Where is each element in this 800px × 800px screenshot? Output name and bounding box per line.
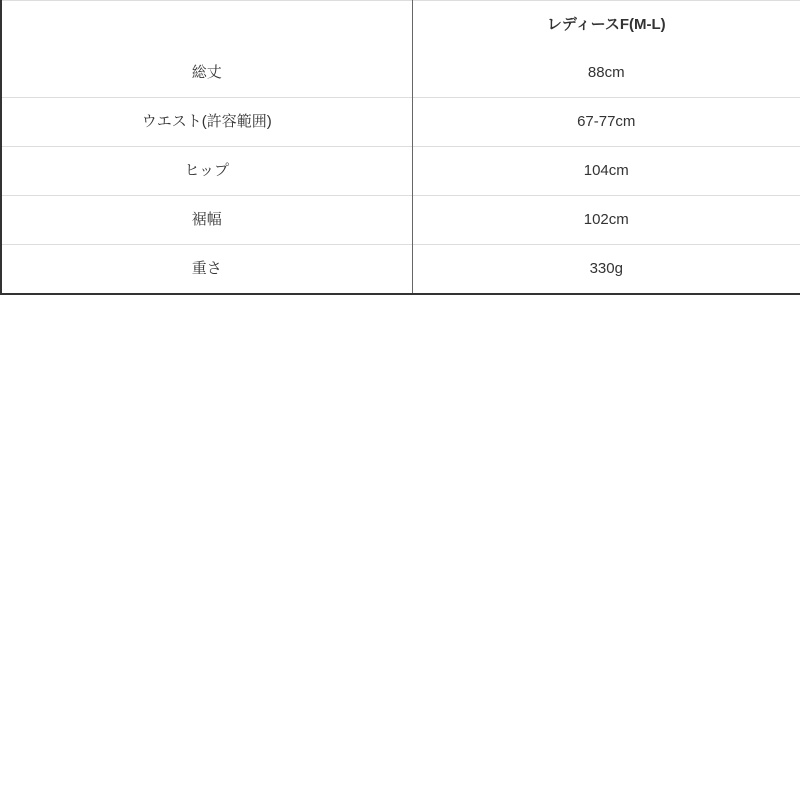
header-cell-empty [1, 1, 412, 50]
table-row [1, 245, 800, 295]
label-cell-hip: ヒップ [1, 147, 412, 196]
table-row [1, 196, 800, 245]
value-cell-hem-width: 102cm [412, 196, 800, 245]
table-row [1, 98, 800, 147]
table-row [1, 147, 800, 196]
table-row [1, 49, 800, 98]
label-cell-hem-width: 裾幅 [1, 196, 412, 245]
header-row [1, 1, 800, 50]
label-cell-total-length: 総丈 [1, 49, 412, 98]
value-cell-waist: 67-77cm [412, 98, 800, 147]
header-cell-size: レディースF(M-L) [412, 1, 800, 50]
value-cell-hip: 104cm [412, 147, 800, 196]
value-cell-weight: 330g [412, 245, 800, 295]
label-cell-waist: ウエスト(許容範囲) [1, 98, 412, 147]
label-cell-weight: 重さ [1, 245, 412, 295]
size-chart-table [0, 0, 800, 295]
size-chart-header [1, 1, 800, 50]
size-chart-body [1, 49, 800, 294]
value-cell-total-length: 88cm [412, 49, 800, 98]
